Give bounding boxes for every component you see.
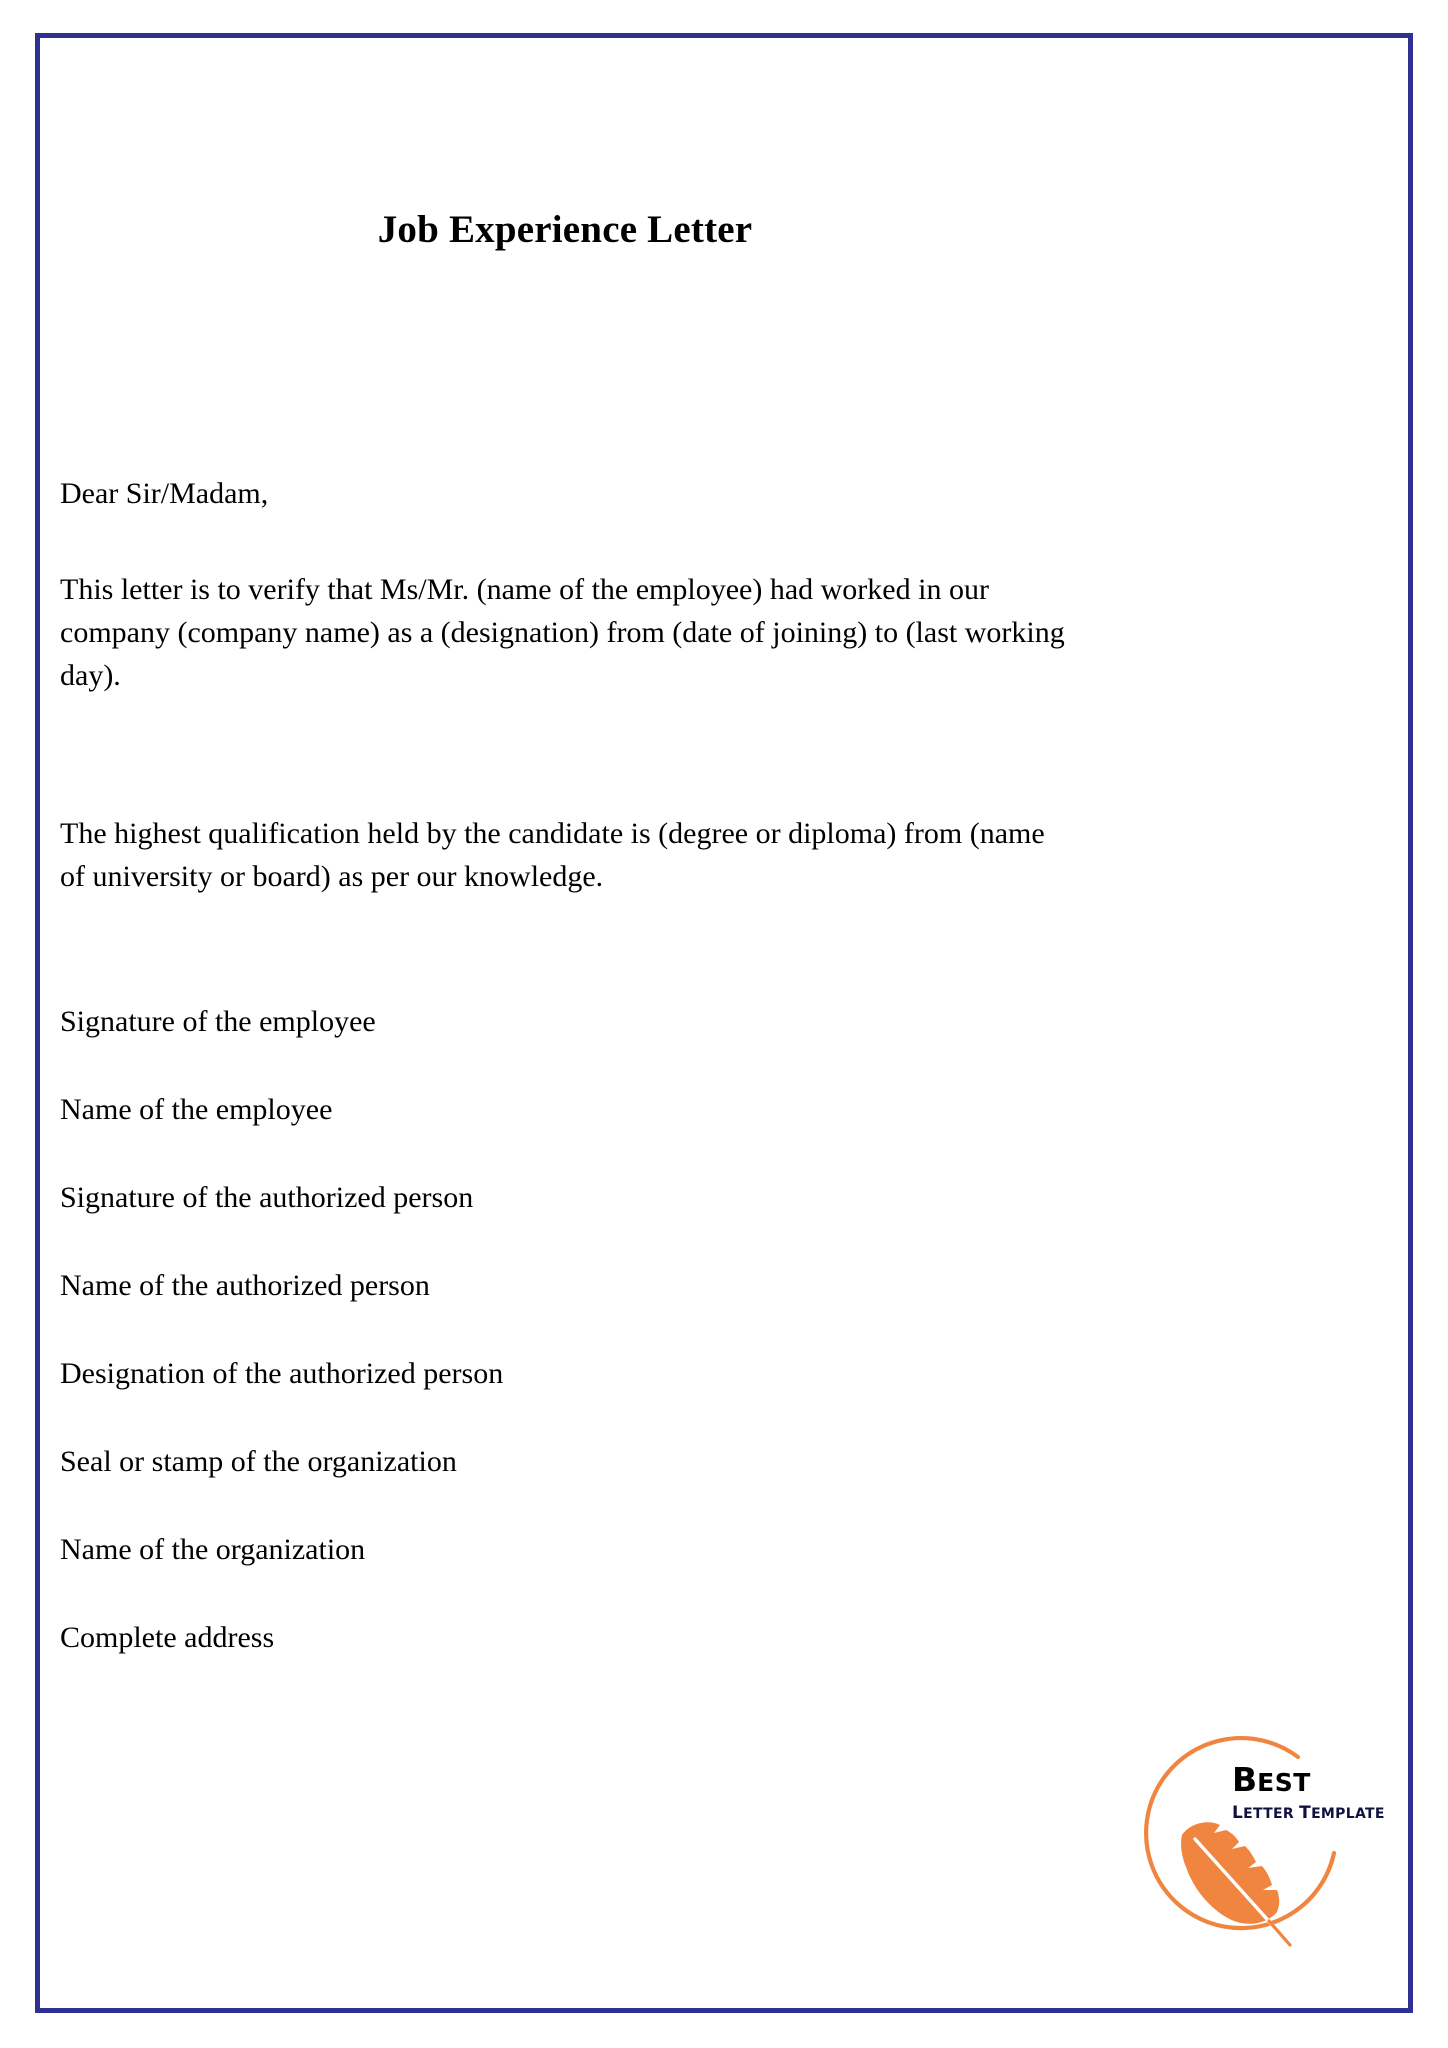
page-title: Job Experience Letter bbox=[377, 208, 753, 251]
closing-line-complete-address: Complete address bbox=[60, 1621, 275, 1654]
closing-line-designation-authorized: Designation of the authorized person bbox=[60, 1357, 504, 1390]
closing-line-name-organization: Name of the organization bbox=[60, 1533, 366, 1566]
closing-line-name-authorized: Name of the authorized person bbox=[60, 1269, 430, 1302]
logo-brand-rest: EST bbox=[1257, 1768, 1311, 1797]
logo-tagline bbox=[1232, 1805, 1385, 1822]
salutation: Dear Sir/Madam, bbox=[60, 477, 269, 510]
logo-brand-name bbox=[1232, 1760, 1311, 1799]
logo-tagline-template-initial: T bbox=[1299, 1803, 1312, 1823]
logo-tagline-template-rest: EMPLATE bbox=[1311, 1806, 1385, 1822]
closing-line-signature-authorized: Signature of the authorized person bbox=[60, 1181, 474, 1214]
body-paragraph-1: This letter is to verify that Ms/Mr. (name of the employee) had worked in our company (company name) as a (designation) from (date of joining) to (last working day). bbox=[60, 573, 1065, 692]
best-letter-template-logo bbox=[1138, 1735, 1385, 1950]
logo-tagline-letter-rest: ETTER bbox=[1243, 1806, 1300, 1822]
logo-tagline-letter-initial: L bbox=[1232, 1803, 1244, 1823]
closing-line-name-employee: Name of the employee bbox=[60, 1093, 333, 1126]
logo-brand-initial: B bbox=[1232, 1760, 1258, 1799]
body-paragraph-2: The highest qualification held by the candidate is (degree or diploma) from (name of university or board) as per our knowledge. bbox=[60, 817, 1045, 893]
closing-line-signature-employee: Signature of the employee bbox=[60, 1005, 376, 1038]
closing-line-seal-stamp: Seal or stamp of the organization bbox=[60, 1445, 457, 1478]
